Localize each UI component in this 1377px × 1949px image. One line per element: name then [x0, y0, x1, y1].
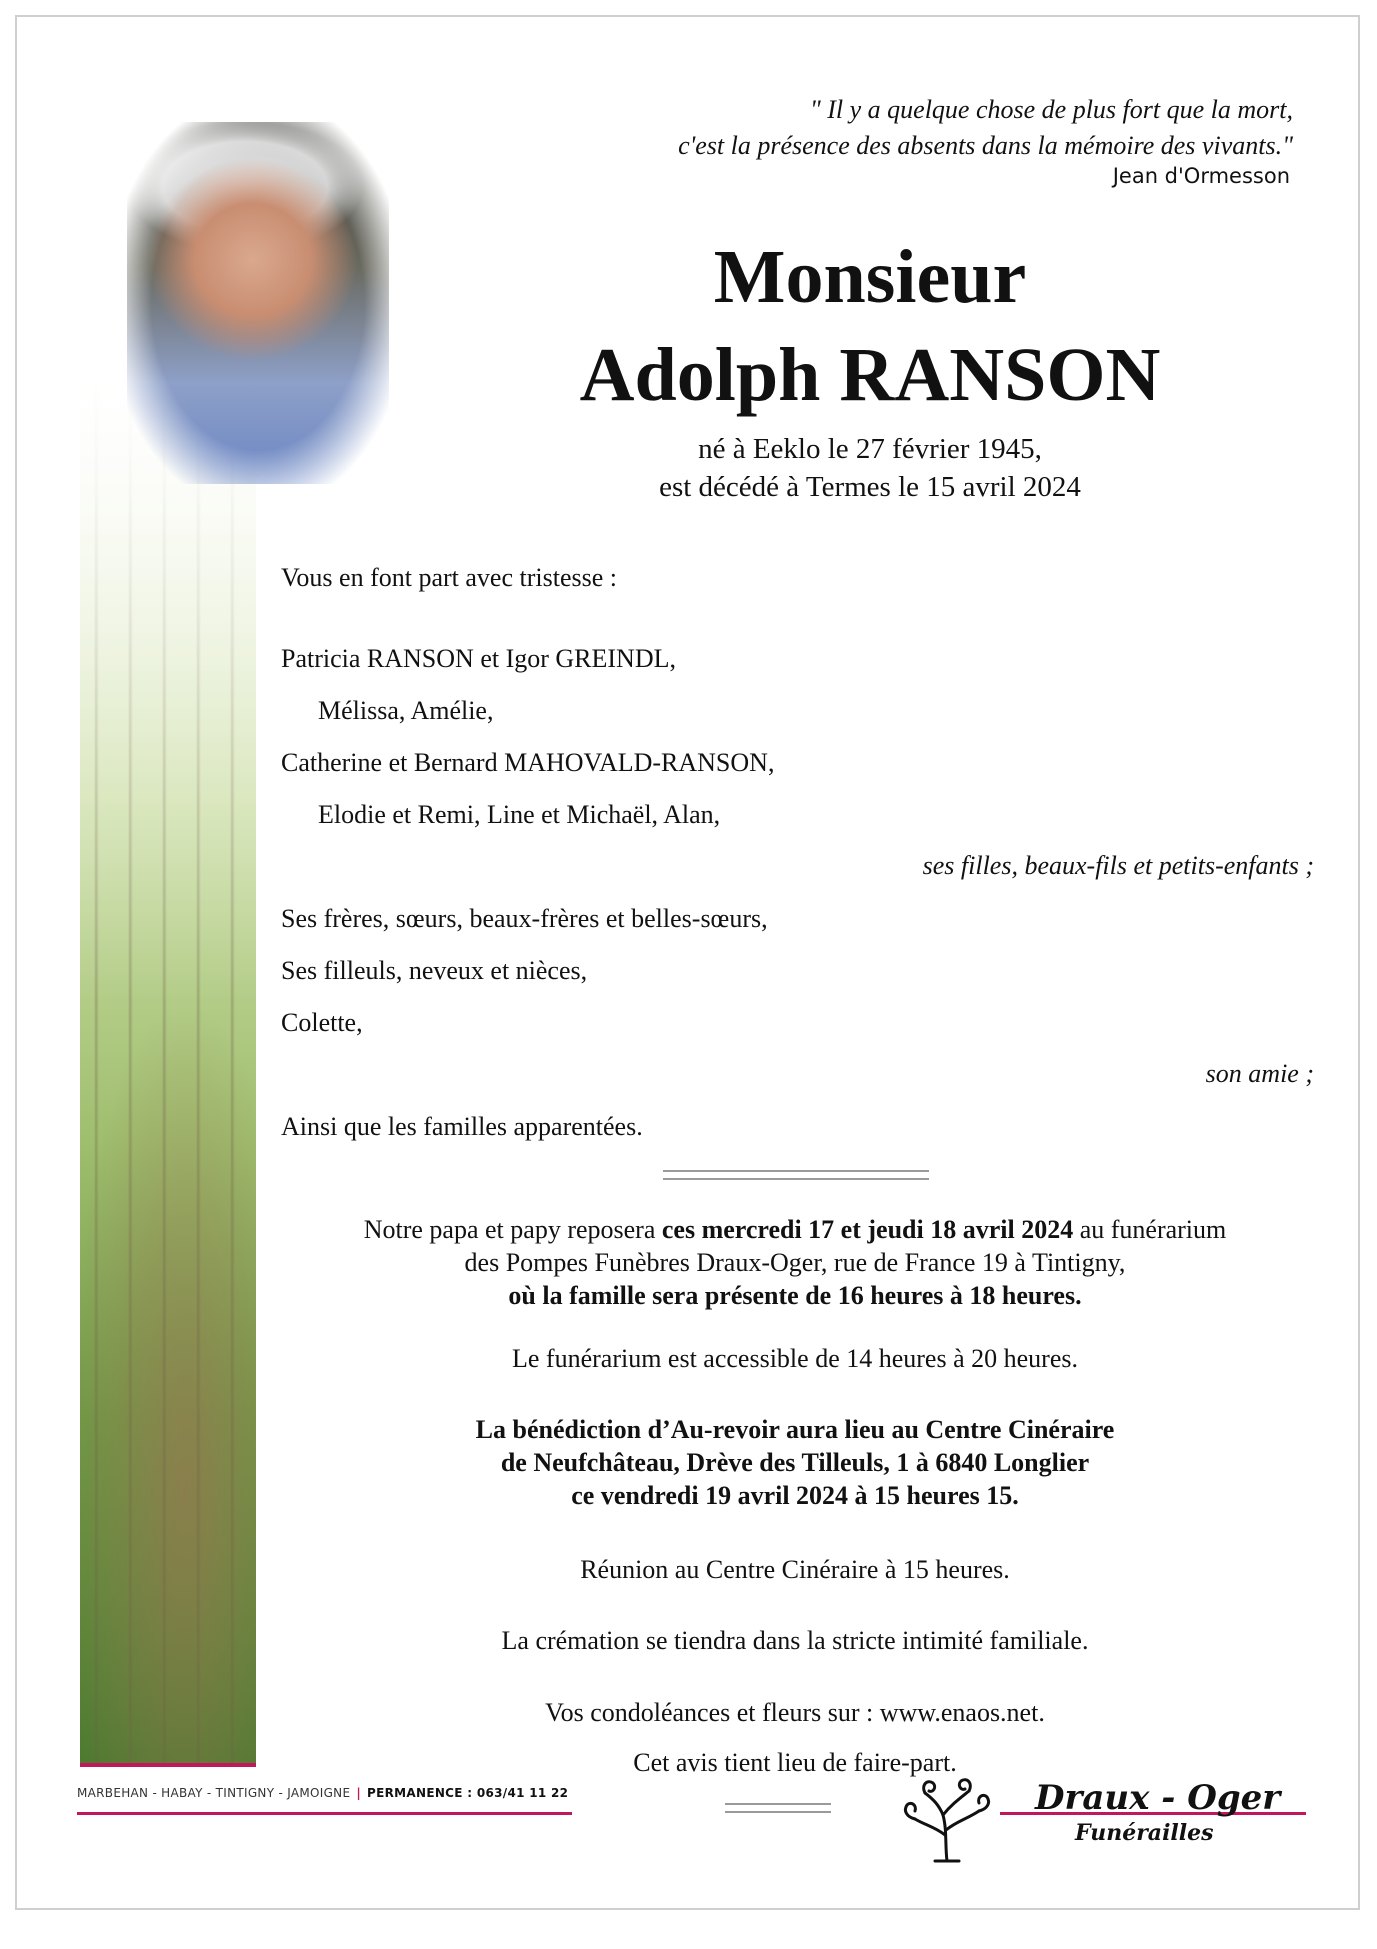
footer-accent-line: [77, 1812, 572, 1815]
brand-name: Draux - Oger: [1035, 1778, 1281, 1818]
family-line: Patricia RANSON et Igor GREINDL,: [281, 644, 676, 673]
announcement-closing: Ainsi que les familles apparentées.: [281, 1112, 643, 1141]
family-line: Catherine et Bernard MAHOVALD-RANSON,: [281, 748, 775, 777]
quote-line-1: " Il y a quelque chose de plus fort que la mort,: [809, 95, 1293, 124]
quote-author: Jean d'Ormesson: [1112, 164, 1290, 188]
relatives-line: Ses frères, sœurs, beaux-frères et belles-sœurs,: [281, 904, 768, 933]
family-role: ses filles, beaux-fils et petits-enfants ;: [922, 851, 1314, 880]
brand-subtitle: Funérailles: [1075, 1820, 1214, 1846]
portrait-photo: [127, 122, 389, 484]
visitation-family: où la famille sera présente de 16 heures à 18 heures.: [508, 1281, 1082, 1310]
visitation-info: [270, 1213, 1320, 1312]
visitation-pre: Notre papa et papy reposera: [363, 1215, 662, 1244]
quote: [393, 92, 1293, 164]
visitation-line-1: [270, 1213, 1320, 1246]
announcement-intro: Vous en font part avec tristesse :: [281, 563, 617, 592]
footer-separator: |: [356, 1786, 362, 1800]
footer-permanence: PERMANENCE : 063/41 11 22: [367, 1786, 569, 1800]
ceremony-info: [270, 1413, 1320, 1512]
footer-divider: [725, 1803, 831, 1813]
ceremony-line-2: de Neufchâteau, Drève des Tilleuls, 1 à 6840 Longlier: [500, 1448, 1090, 1477]
relatives-line: Colette,: [281, 1008, 363, 1037]
forest-image-base-line: [80, 1763, 256, 1767]
ceremony-line-1: La bénédiction d’Au-revoir aura lieu au Centre Cinéraire: [475, 1415, 1115, 1444]
meeting-info: Réunion au Centre Cinéraire à 15 heures.: [580, 1555, 1010, 1584]
deceased-name: Adolph RANSON: [579, 333, 1161, 417]
death-line: est décédé à Termes le 15 avril 2024: [659, 471, 1081, 503]
forest-path-image: [80, 380, 256, 1765]
visitation-dates: ces mercredi 17 et jeudi 18 avril 2024: [661, 1215, 1074, 1244]
deceased-civility: Monsieur: [713, 235, 1027, 319]
visitation-post: au funérarium: [1073, 1215, 1227, 1244]
cremation-info: La crémation se tiendra dans la stricte intimité familiale.: [501, 1626, 1089, 1655]
section-divider: [663, 1170, 929, 1180]
condolences-info: Vos condoléances et fleurs sur : www.enaos.net.: [545, 1698, 1045, 1727]
footer-locations: MARBEHAN - HABAY - TINTIGNY - JAMOIGNE: [77, 1786, 351, 1800]
relatives-line: Ses filleuls, neveux et nièces,: [281, 956, 588, 985]
ceremony-line-3: ce vendredi 19 avril 2024 à 15 heures 15.: [571, 1481, 1019, 1510]
family-line: Elodie et Remi, Line et Michaël, Alan,: [318, 800, 721, 829]
notice-info: Cet avis tient lieu de faire-part.: [633, 1748, 957, 1777]
family-line: Mélissa, Amélie,: [318, 696, 494, 725]
friend-role: son amie ;: [1205, 1059, 1314, 1088]
footer-contact: [77, 1786, 568, 1800]
birth-line: né à Eeklo le 27 février 1945,: [698, 433, 1042, 465]
quote-line-2: c'est la présence des absents dans la mémoire des vivants.": [678, 131, 1293, 160]
tree-logo-icon: [895, 1775, 1000, 1865]
access-hours: Le funérarium est accessible de 14 heures à 20 heures.: [512, 1344, 1078, 1373]
visitation-place: des Pompes Funèbres Draux-Oger, rue de France 19 à Tintigny,: [464, 1248, 1126, 1277]
birth-death-info: [470, 430, 1270, 506]
